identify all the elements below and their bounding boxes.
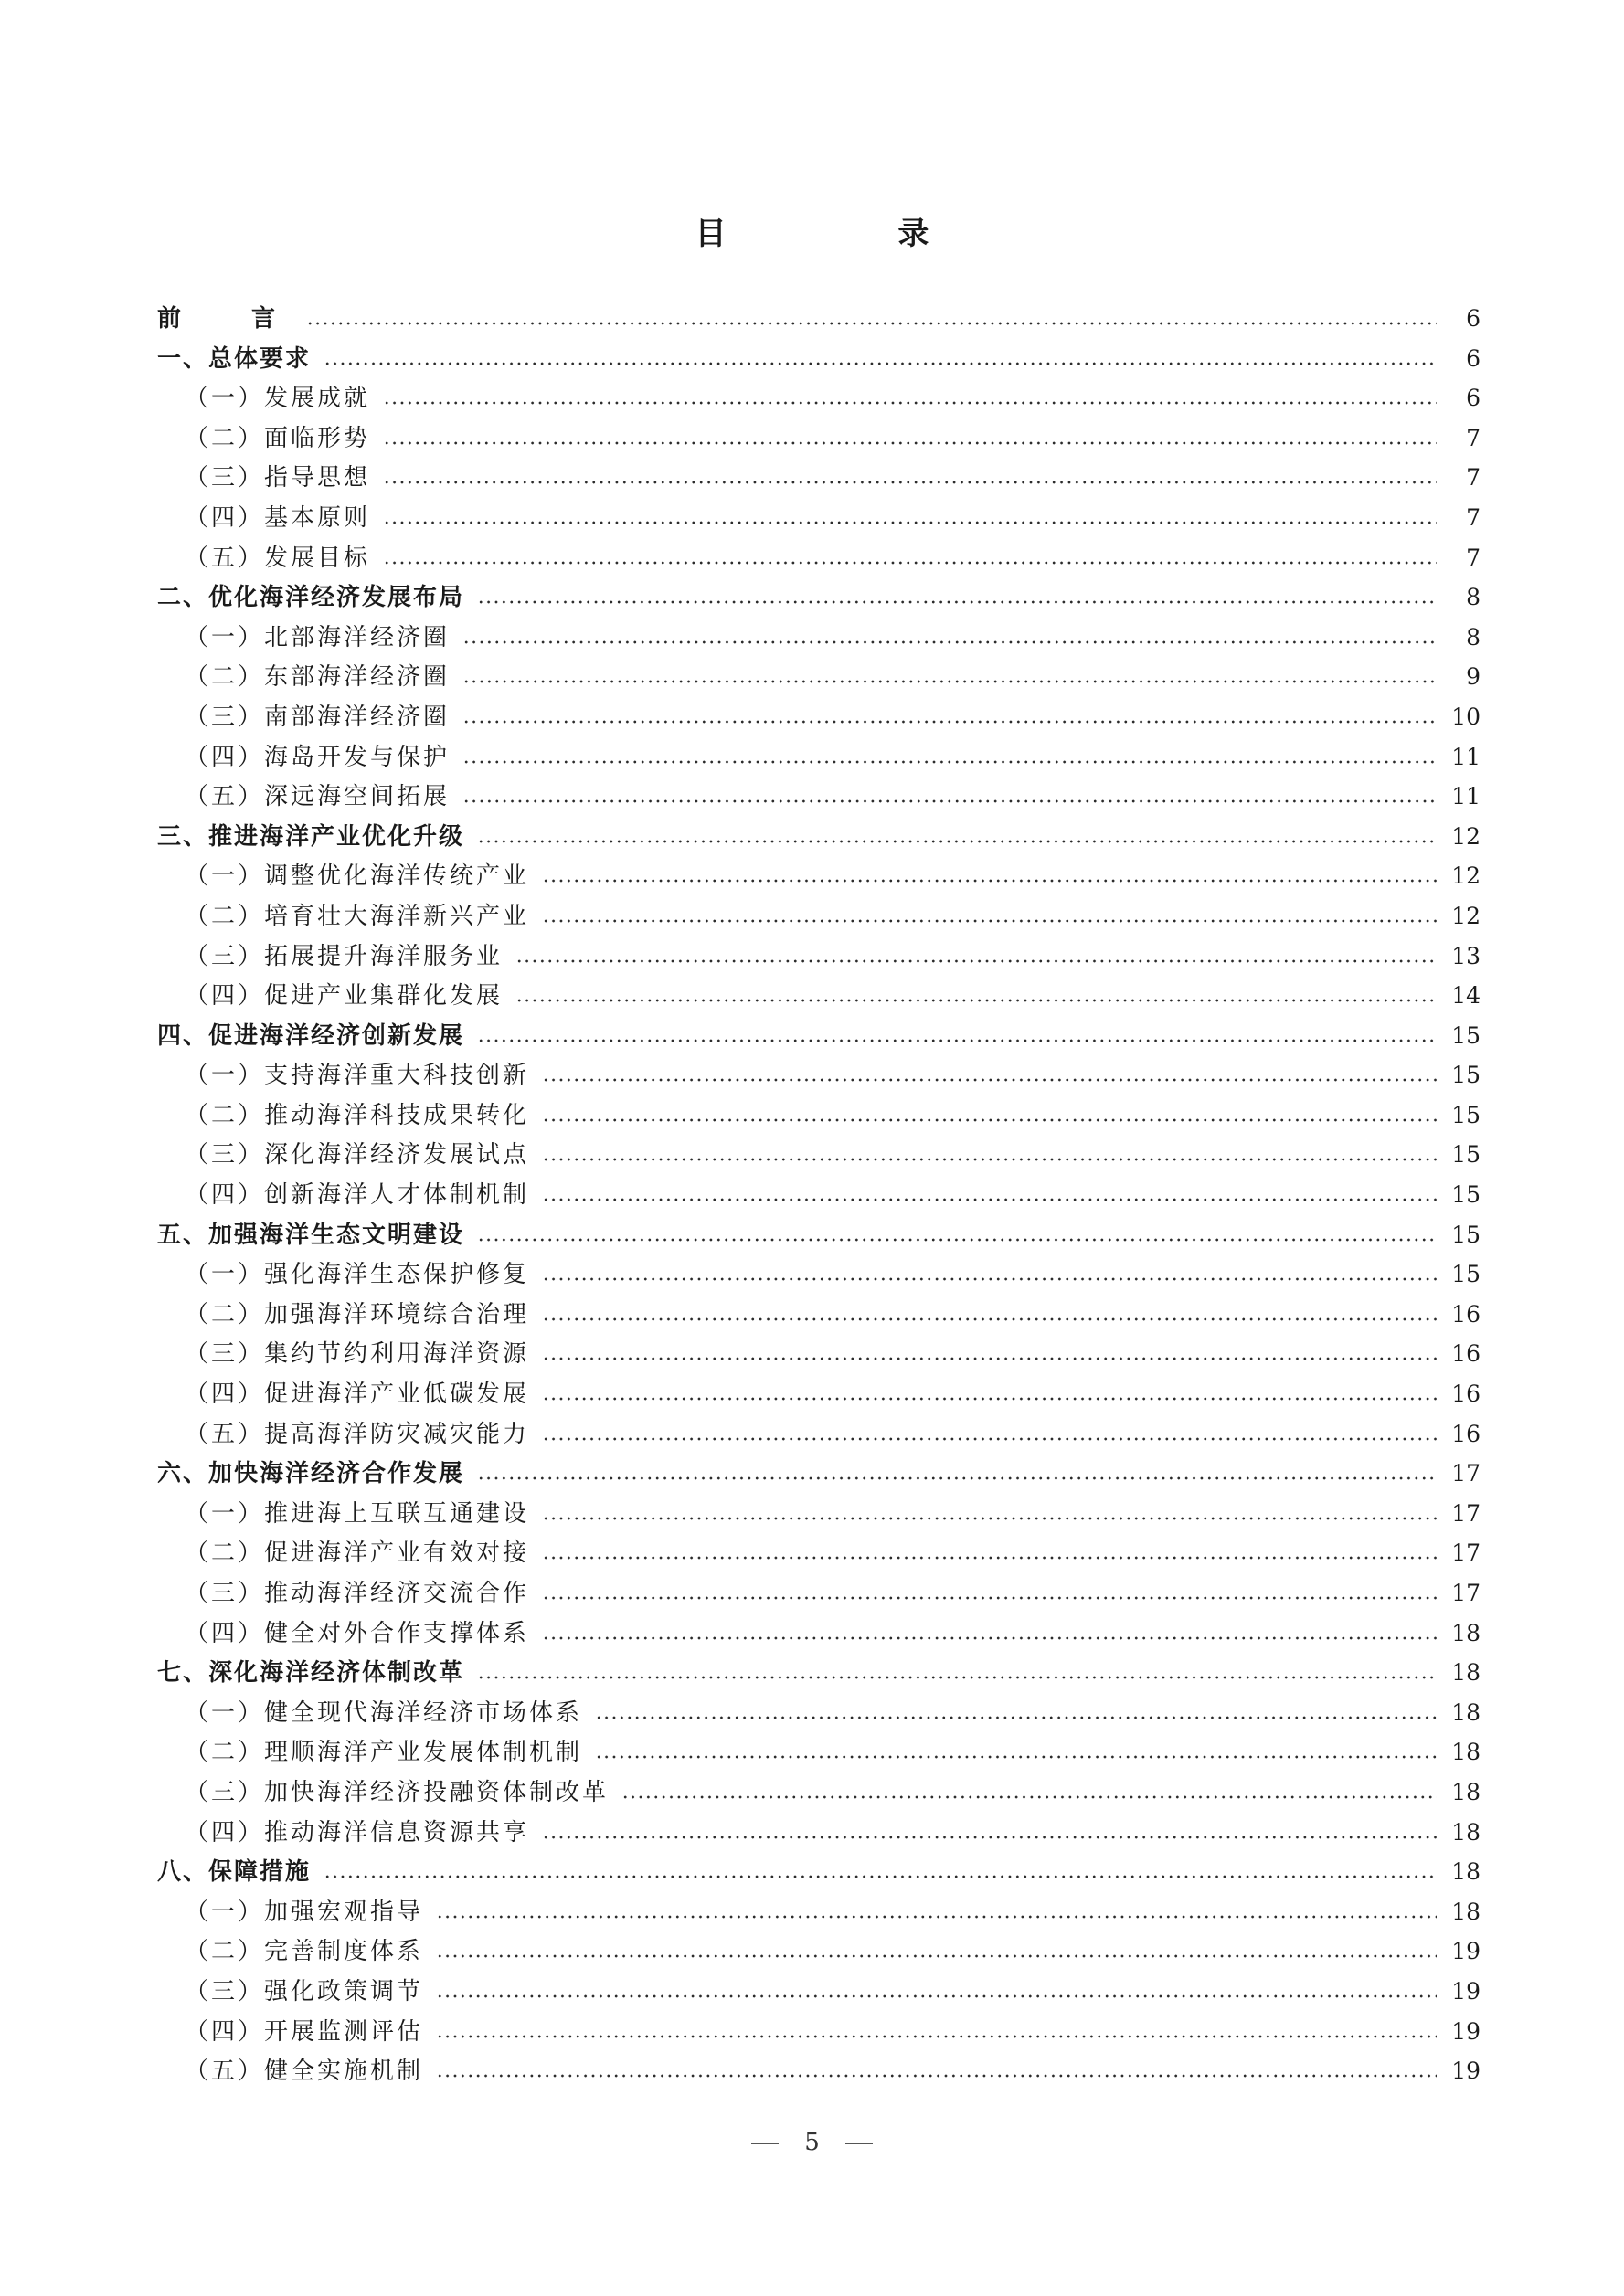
toc-entry-page-number: 18 xyxy=(1451,1898,1481,1925)
toc-entry-page-number: 7 xyxy=(1466,503,1481,531)
toc-entry-page-number: 18 xyxy=(1451,1818,1481,1846)
toc-subsection-entry[interactable] xyxy=(157,618,1481,658)
toc-entry-label: （四）开展监测评估 xyxy=(185,2017,424,2046)
toc-dot-leader xyxy=(542,1276,1437,1282)
toc-dot-leader xyxy=(542,1835,1437,1840)
toc-subsection-entry[interactable] xyxy=(157,976,1481,1016)
toc-entry-page-number: 6 xyxy=(1466,385,1481,412)
toc-dot-leader xyxy=(542,1436,1437,1442)
toc-dot-leader xyxy=(542,1595,1437,1601)
toc-dot-leader xyxy=(436,2073,1437,2079)
toc-section-entry[interactable] xyxy=(157,299,1481,339)
toc-dot-leader xyxy=(477,839,1437,844)
toc-entry-label: （四）推动海洋信息资源共享 xyxy=(185,1818,530,1846)
toc-entry-page-number: 14 xyxy=(1451,982,1481,1010)
toc-entry-label: （三）推动海洋经济交流合作 xyxy=(185,1580,530,1607)
toc-entry-page-number: 16 xyxy=(1451,1300,1481,1328)
toc-dot-leader xyxy=(436,1953,1437,1959)
toc-entry-page-number: 18 xyxy=(1451,1659,1481,1687)
toc-dot-leader xyxy=(436,2034,1437,2039)
toc-subsection-entry[interactable] xyxy=(157,538,1481,578)
toc-entry-page-number: 12 xyxy=(1451,822,1481,850)
toc-entry-label: （四）促进海洋产业低碳发展 xyxy=(185,1381,530,1409)
toc-section-entry[interactable] xyxy=(157,1852,1481,1892)
toc-entry-label: （三）指导思想 xyxy=(185,464,371,492)
toc-entry-label: 四、促进海洋经济创新发展 xyxy=(157,1021,465,1050)
toc-subsection-entry[interactable] xyxy=(157,856,1481,896)
toc-dot-leader xyxy=(542,878,1437,883)
toc-entry-label: （一）北部海洋经济圈 xyxy=(185,623,451,651)
toc-subsection-entry[interactable] xyxy=(157,1972,1481,2012)
toc-entry-page-number: 8 xyxy=(1466,623,1481,651)
toc-subsection-entry[interactable] xyxy=(157,1414,1481,1455)
toc-entry-label: （二）加强海洋环境综合治理 xyxy=(185,1300,530,1328)
toc-entry-label: （四）促进产业集群化发展 xyxy=(185,982,504,1010)
toc-subsection-entry[interactable] xyxy=(157,1374,1481,1414)
toc-entry-page-number: 17 xyxy=(1451,1499,1481,1527)
toc-subsection-entry[interactable] xyxy=(157,1175,1481,1215)
toc-entry-page-number: 16 xyxy=(1451,1381,1481,1408)
toc-dot-leader xyxy=(436,1914,1437,1920)
toc-entry-page-number: 7 xyxy=(1466,544,1481,571)
toc-entry-label: 三、推进海洋产业优化升级 xyxy=(157,822,465,851)
toc-subsection-entry[interactable] xyxy=(157,498,1481,538)
page-number-footer xyxy=(0,2129,1624,2156)
toc-entry-page-number: 19 xyxy=(1451,2058,1481,2085)
toc-subsection-entry[interactable] xyxy=(157,896,1481,936)
toc-subsection-entry[interactable] xyxy=(157,2012,1481,2052)
toc-entry-label: （二）东部海洋经济圈 xyxy=(185,663,451,692)
toc-dot-leader xyxy=(477,1038,1437,1043)
toc-dot-leader xyxy=(542,1117,1437,1123)
toc-entry-label: 二、优化海洋经济发展布局 xyxy=(157,584,465,612)
toc-entry-page-number: 18 xyxy=(1451,1778,1481,1805)
toc-section-entry[interactable] xyxy=(157,1016,1481,1056)
toc-dot-leader xyxy=(595,1715,1437,1720)
toc-entry-page-number: 10 xyxy=(1451,703,1481,730)
toc-subsection-entry[interactable] xyxy=(157,1693,1481,1733)
toc-entry-page-number: 9 xyxy=(1466,663,1481,691)
toc-subsection-entry[interactable] xyxy=(157,1732,1481,1772)
toc-subsection-entry[interactable] xyxy=(157,458,1481,498)
toc-dot-leader xyxy=(542,1197,1437,1202)
toc-dot-leader xyxy=(383,400,1437,406)
toc-dot-leader xyxy=(462,759,1437,765)
toc-section-entry[interactable] xyxy=(157,1653,1481,1693)
toc-dot-leader xyxy=(542,1635,1437,1641)
toc-dot-leader xyxy=(462,799,1437,804)
toc-entry-page-number: 16 xyxy=(1451,1420,1481,1447)
toc-subsection-entry[interactable] xyxy=(157,1055,1481,1095)
toc-entry-label: （二）理顺海洋产业发展体制机制 xyxy=(185,1739,583,1767)
toc-dot-leader xyxy=(462,640,1437,645)
toc-entry-label: 八、保障措施 xyxy=(157,1858,312,1887)
toc-subsection-entry[interactable] xyxy=(157,737,1481,778)
page-title: 目 录 xyxy=(695,216,1010,252)
toc-entry-page-number: 15 xyxy=(1451,1181,1481,1209)
toc-entry-label: （五）提高海洋防灾减灾能力 xyxy=(185,1420,530,1448)
toc-entry-label: 六、加快海洋经济合作发展 xyxy=(157,1460,465,1488)
toc-subsection-entry[interactable] xyxy=(157,1892,1481,1932)
toc-entry-label: （三）加快海洋经济投融资体制改革 xyxy=(185,1778,610,1806)
toc-subsection-entry[interactable] xyxy=(157,657,1481,697)
toc-dot-leader xyxy=(306,321,1437,326)
toc-entry-label: （四）海岛开发与保护 xyxy=(185,743,451,771)
toc-entry-label: （五）健全实施机制 xyxy=(185,2058,424,2086)
toc-dot-leader xyxy=(383,560,1437,566)
toc-dot-leader xyxy=(477,599,1437,605)
toc-subsection-entry[interactable] xyxy=(157,1494,1481,1534)
toc-dot-leader xyxy=(542,1077,1437,1083)
toc-subsection-entry[interactable] xyxy=(157,936,1481,977)
toc-entry-page-number: 18 xyxy=(1451,1619,1481,1646)
toc-dot-leader xyxy=(542,1317,1437,1322)
toc-entry-page-number: 18 xyxy=(1451,1698,1481,1726)
toc-subsection-entry[interactable] xyxy=(157,697,1481,737)
toc-entry-page-number: 7 xyxy=(1466,464,1481,492)
toc-subsection-entry[interactable] xyxy=(157,1772,1481,1813)
toc-entry-label: （五）发展目标 xyxy=(185,544,371,572)
toc-entry-page-number: 11 xyxy=(1451,783,1481,810)
toc-dot-leader xyxy=(542,1516,1437,1521)
toc-dot-leader xyxy=(542,1356,1437,1361)
toc-section-entry[interactable] xyxy=(157,1215,1481,1255)
toc-subsection-entry[interactable] xyxy=(157,1254,1481,1295)
left-dash xyxy=(751,2143,779,2144)
toc-entry-label: （一）加强宏观指导 xyxy=(185,1898,424,1926)
toc-dot-leader xyxy=(515,958,1437,964)
toc-entry-label: （一）发展成就 xyxy=(185,385,371,413)
toc-entry-page-number: 18 xyxy=(1451,1858,1481,1886)
toc-entry-page-number: 17 xyxy=(1451,1460,1481,1487)
toc-entry-page-number: 15 xyxy=(1451,1221,1481,1248)
toc-entry-label: （一）推进海上互联互通建设 xyxy=(185,1499,530,1528)
toc-entry-page-number: 15 xyxy=(1451,1021,1481,1049)
toc-entry-page-number: 6 xyxy=(1466,305,1481,332)
toc-subsection-entry[interactable] xyxy=(157,418,1481,459)
toc-subsection-entry[interactable] xyxy=(157,1931,1481,1972)
toc-entry-label: （四）创新海洋人才体制机制 xyxy=(185,1181,530,1210)
toc-dot-leader xyxy=(324,1874,1437,1879)
toc-entry-label: （二）培育壮大海洋新兴产业 xyxy=(185,902,530,930)
toc-subsection-entry[interactable] xyxy=(157,1573,1481,1614)
toc-entry-label: （四）健全对外合作支撑体系 xyxy=(185,1619,530,1647)
toc-entry-page-number: 19 xyxy=(1451,1938,1481,1965)
toc-subsection-entry[interactable] xyxy=(157,1334,1481,1374)
toc-entry-page-number: 8 xyxy=(1466,584,1481,611)
toc-dot-leader xyxy=(477,1476,1437,1481)
toc-dot-leader xyxy=(595,1754,1437,1760)
toc-subsection-entry[interactable] xyxy=(157,378,1481,418)
toc-entry-page-number: 7 xyxy=(1466,424,1481,451)
toc-subsection-entry[interactable] xyxy=(157,1813,1481,1853)
toc-subsection-entry[interactable] xyxy=(157,1295,1481,1335)
toc-entry-label: （三）南部海洋经济圈 xyxy=(185,703,451,731)
toc-dot-leader xyxy=(383,480,1437,485)
toc-subsection-entry[interactable] xyxy=(157,2051,1481,2091)
toc-entry-page-number: 17 xyxy=(1451,1539,1481,1567)
toc-entry-label: （四）基本原则 xyxy=(185,503,371,532)
toc-entry-page-number: 19 xyxy=(1451,1977,1481,2005)
toc-entry-label: （一）调整优化海洋传统产业 xyxy=(185,862,530,891)
toc-subsection-entry[interactable] xyxy=(157,1095,1481,1136)
toc-entry-page-number: 18 xyxy=(1451,1739,1481,1766)
toc-entry-page-number: 12 xyxy=(1451,902,1481,929)
toc-entry-label: （二）完善制度体系 xyxy=(185,1938,424,1966)
toc-entry-label: （二）促进海洋产业有效对接 xyxy=(185,1539,530,1568)
toc-entry-label: （三）集约节约利用海洋资源 xyxy=(185,1340,530,1369)
toc-entry-label: 五、加强海洋生态文明建设 xyxy=(157,1221,465,1249)
toc-subsection-entry[interactable] xyxy=(157,1614,1481,1654)
toc-entry-label: （三）强化政策调节 xyxy=(185,1977,424,2005)
toc-dot-leader xyxy=(542,1396,1437,1402)
toc-dot-leader xyxy=(462,679,1437,684)
toc-entry-label: （一）强化海洋生态保护修复 xyxy=(185,1261,530,1289)
toc-entry-label: （五）深远海空间拓展 xyxy=(185,783,451,811)
toc-entry-page-number: 11 xyxy=(1451,743,1481,770)
toc-section-entry[interactable] xyxy=(157,1454,1481,1494)
toc-dot-leader xyxy=(542,1555,1437,1561)
toc-section-entry[interactable] xyxy=(157,339,1481,379)
toc-entry-page-number: 15 xyxy=(1451,1062,1481,1089)
toc-entry-page-number: 16 xyxy=(1451,1340,1481,1368)
toc-section-entry[interactable] xyxy=(157,817,1481,857)
toc-entry-page-number: 15 xyxy=(1451,1261,1481,1288)
toc-subsection-entry[interactable] xyxy=(157,1533,1481,1573)
toc-dot-leader xyxy=(324,361,1437,366)
toc-entry-label: 前 言 xyxy=(157,305,307,333)
toc-entry-page-number: 13 xyxy=(1451,942,1481,969)
toc-dot-leader xyxy=(621,1794,1437,1800)
toc-entry-label: （一）健全现代海洋经济市场体系 xyxy=(185,1698,583,1727)
toc-entry-page-number: 12 xyxy=(1451,862,1481,890)
toc-dot-leader xyxy=(462,719,1437,725)
toc-subsection-entry[interactable] xyxy=(157,1135,1481,1175)
toc-entry-page-number: 17 xyxy=(1451,1580,1481,1606)
right-dash xyxy=(845,2143,873,2144)
toc-entry-label: 七、深化海洋经济体制改革 xyxy=(157,1659,465,1688)
toc-dot-leader xyxy=(515,998,1437,1003)
toc-dot-leader xyxy=(477,1675,1437,1680)
toc-section-entry[interactable] xyxy=(157,577,1481,618)
toc-entry-label: （三）深化海洋经济发展试点 xyxy=(185,1141,530,1169)
toc-entry-page-number: 6 xyxy=(1466,344,1481,372)
toc-entry-label: （三）拓展提升海洋服务业 xyxy=(185,942,504,970)
toc-entry-label: （二）推动海洋科技成果转化 xyxy=(185,1101,530,1129)
toc-dot-leader xyxy=(542,918,1437,924)
toc-dot-leader xyxy=(542,1157,1437,1162)
page-number: 5 xyxy=(804,2129,820,2156)
toc-entry-label: （一）支持海洋重大科技创新 xyxy=(185,1062,530,1090)
table-of-contents xyxy=(157,299,1481,2091)
toc-entry-label: 一、总体要求 xyxy=(157,344,312,373)
toc-entry-page-number: 15 xyxy=(1451,1101,1481,1128)
toc-entry-page-number: 19 xyxy=(1451,2017,1481,2045)
toc-dot-leader xyxy=(383,520,1437,525)
toc-entry-page-number: 15 xyxy=(1451,1141,1481,1169)
toc-dot-leader xyxy=(383,440,1437,446)
toc-entry-label: （二）面临形势 xyxy=(185,424,371,452)
toc-dot-leader xyxy=(436,1994,1437,1999)
toc-subsection-entry[interactable] xyxy=(157,777,1481,817)
toc-dot-leader xyxy=(477,1237,1437,1243)
